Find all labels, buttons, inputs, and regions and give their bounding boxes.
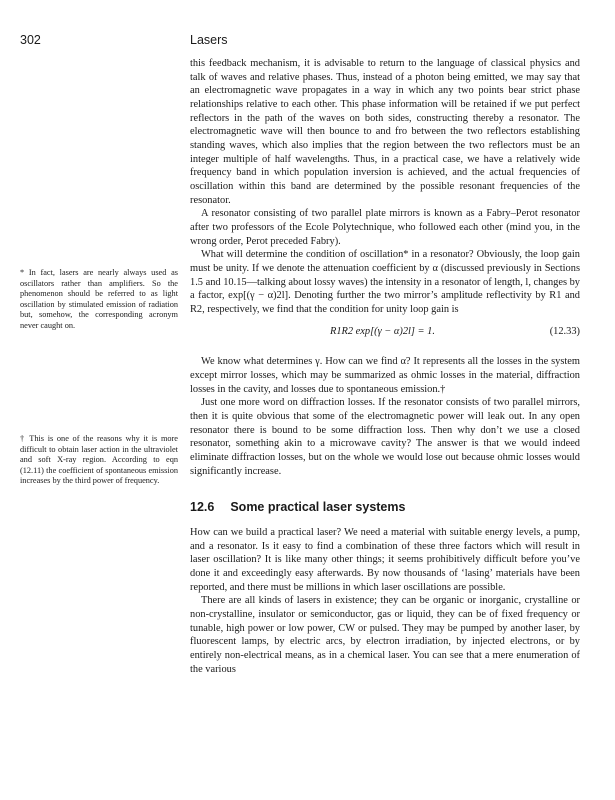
paragraph: Just one more word on diffraction losses. If the resonator consists of two parallel mirrors, then it is quite obvious that some of the electromagnetic power will leak out. In any open resonator there is bound to be some diffraction loss. Then why don’t we use a closed resonator, something akin to a microwave cavity? The answer is that we would indeed eliminate diffraction losses, but on the whole we would lose out because ohmic losses would significantly increase. xyxy=(190,397,580,477)
equation-12-33 xyxy=(190,325,580,339)
page-header xyxy=(0,33,615,49)
section-number: 12.6 xyxy=(190,500,215,515)
paragraph: A resonator consisting of two parallel plate mirrors is known as a Fabry–Perot resonator after two professors of the Ecole Polytechnique, who followed each other (mind you, in the wrong order, Perot preceded Fabry). xyxy=(190,208,580,247)
paragraph: What will determine the condition of oscillation* in a resonator? Obviously, the loop gain must be unity. If we denote the attenuation coefficient by α (discussed previously in Sections 1.5 and 10.15—talking about lossy waves) the intensity in a resonator of length, l, changes by a factor, exp[(γ − α)2l]. Denoting further the two mirror’s amplitude reflectivity by R1 and R2, respectively, we find that the condition for unity loop gain is xyxy=(190,249,580,315)
main-text-column xyxy=(190,57,580,676)
page-number: 302 xyxy=(20,33,41,47)
equation-number: (12.33) xyxy=(549,326,580,338)
margin-note-spontaneous-emission: † This is one of the reasons why it is more difficult to obtain laser action in the ultraviolet and soft X-ray region. According to eqn (12.11) the coefficient of spontaneous emission increases by the third power of frequency. xyxy=(20,434,178,486)
section-heading xyxy=(190,501,580,515)
paragraph: How can we build a practical laser? We need a material with suitable energy levels, a pump, and a resonator. Is it easy to find a combination of these three factors which will result in laser oscillation? It is like many other things; it seems prohibitively difficult before you’ve done it and exceedingly easy afterwards. By now thousands of ‘lasing’ materials have been reported, and there must be millions in which laser oscillations are possible. xyxy=(190,527,580,593)
margin-note-oscillation: * In fact, lasers are nearly always used as oscillators rather than amplifiers. So the phenomenon should be referred to as light oscillation by stimulated emission of radiation but, somehow, the corresponding acronym never caught on. xyxy=(20,268,178,330)
paragraph: There are all kinds of lasers in existence; they can be organic or inorganic, crystalline or non-crystalline, insulator or semiconductor, gas or liquid, they can be of fixed frequency or tunable, high power or low power, CW or pulsed. They may be pumped by another laser, by fluorescent lamps, by electric arcs, by electron irradiation, by injected electrons, or by entirely non-electrical means, as in a chemical laser. You can see that a mere enumeration of the various xyxy=(190,595,580,675)
paragraph: this feedback mechanism, it is advisable to return to the language of classical physics and talk of waves and relative phases. Thus, instead of a photon being emitted, we may say that an electromagnetic wave propagates in a way in which any two points bear strict phase relationships relative to each other. This phase information will be retained if we put perfect reflectors in the path of the waves on both sides, constructing thereby a resonator. The electromagnetic wave will then bounce to and fro between the two reflectors establishing standing waves, which also implies that the region between the two reflectors must be an integer multiple of half wavelengths. Thus, in a practical case, we have a relatively wide frequency band in which population inversion is achieved, and the actual frequencies of oscillation within this band are determined by the possible resonant frequencies of the resonator. xyxy=(190,58,580,206)
section-title: Some practical laser systems xyxy=(230,500,406,515)
running-head: Lasers xyxy=(190,33,228,47)
equation-body: R1R2 exp[(γ − α)2l] = 1. xyxy=(330,326,435,338)
paragraph: We know what determines γ. How can we find α? It represents all the losses in the system except mirror losses, which may be summarized as ohmic losses in the material, diffraction losses in the cavity, and losses due to spontaneous emission.† xyxy=(190,356,580,395)
